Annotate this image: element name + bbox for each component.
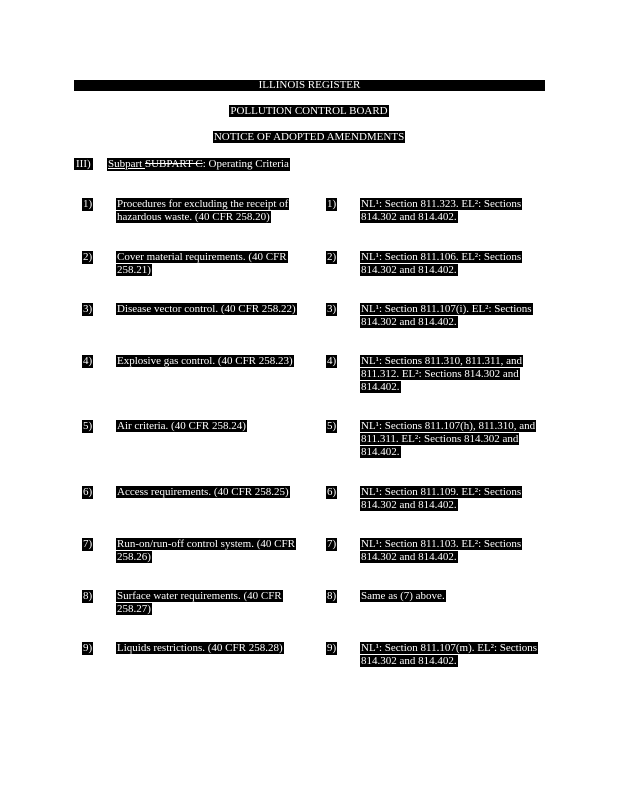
row-description xyxy=(116,642,306,655)
row-number: 6) xyxy=(83,486,93,498)
row-ref-number: 8) xyxy=(327,590,337,602)
subpart-label xyxy=(107,158,290,171)
row-reference-text: NL¹: Section 811.109. EL²: Sections 814.302 and 814.402. xyxy=(361,486,522,511)
row-reference xyxy=(360,642,542,668)
row-reference-text: NL¹: Section 811.106. EL²: Sections 814.302 and 814.402. xyxy=(361,251,522,276)
row-description xyxy=(116,355,306,368)
row-reference-text: NL¹: Section 811.323. EL²: Sections 814.302 and 814.402. xyxy=(361,198,522,223)
row-description xyxy=(116,251,306,277)
row-ref-number: 4) xyxy=(327,355,337,367)
row-reference-text: NL¹: Section 811.103. EL²: Sections 814.302 and 814.402. xyxy=(361,538,522,563)
register-title: ILLINOIS REGISTER xyxy=(258,79,361,91)
row-reference xyxy=(360,303,542,329)
row-reference xyxy=(360,251,542,277)
row-reference-text: Same as (7) above. xyxy=(361,590,445,602)
notice-title: NOTICE OF ADOPTED AMENDMENTS xyxy=(213,131,405,143)
row-reference xyxy=(360,486,542,512)
row-reference xyxy=(360,538,542,564)
row-reference-text: NL¹: Section 811.107(m). EL²: Sections 814.302 and 814.402. xyxy=(361,642,538,667)
row-number: 9) xyxy=(83,642,93,654)
row-description-text: Access requirements. (40 CFR 258.25) xyxy=(117,486,289,498)
subpart-label-struck: SUBPART C xyxy=(144,158,203,170)
row-description-text: Explosive gas control. (40 CFR 258.23) xyxy=(117,355,293,367)
subpart-number: III) xyxy=(76,158,91,170)
row-description-text: Liquids restrictions. (40 CFR 258.28) xyxy=(117,642,283,654)
notice-title-line xyxy=(0,131,618,143)
row-ref-number: 1) xyxy=(327,198,337,210)
row-ref-number: 7) xyxy=(327,538,337,550)
row-description-text: Air criteria. (40 CFR 258.24) xyxy=(117,420,246,432)
row-number: 1) xyxy=(83,198,93,210)
row-ref-number: 3) xyxy=(327,303,337,315)
row-number: 4) xyxy=(83,355,93,367)
row-description xyxy=(116,198,306,224)
row-number: 2) xyxy=(83,251,93,263)
row-reference xyxy=(360,355,542,394)
row-description xyxy=(116,590,306,616)
row-ref-number: 6) xyxy=(327,486,337,498)
row-description xyxy=(116,538,306,564)
row-reference xyxy=(360,420,542,459)
row-number: 3) xyxy=(83,303,93,315)
row-reference xyxy=(360,198,542,224)
row-description-text: Run-on/run-off control system. (40 CFR 258.26) xyxy=(117,538,295,563)
row-reference-text: NL¹: Sections 811.107(h), 811.310, and 811.311. EL²: Sections 814.302 and 814.402. xyxy=(361,420,536,458)
row-reference xyxy=(360,590,542,603)
row-description-text: Surface water requirements. (40 CFR 258.27) xyxy=(117,590,282,615)
row-description-text: Disease vector control. (40 CFR 258.22) xyxy=(117,303,296,315)
board-title-line xyxy=(0,105,618,117)
row-ref-number: 9) xyxy=(327,642,337,654)
subpart-heading xyxy=(74,158,289,171)
subpart-label-rest: : Operating Criteria xyxy=(202,158,289,170)
row-description xyxy=(116,303,306,316)
row-reference-text: NL¹: Section 811.107(i). EL²: Sections 814.302 and 814.402. xyxy=(361,303,532,328)
subpart-label-prefix: Subpart xyxy=(108,158,145,170)
register-header xyxy=(74,80,545,91)
row-number: 8) xyxy=(83,590,93,602)
row-description xyxy=(116,420,306,433)
row-reference-text: NL¹: Sections 811.310, 811.311, and 811.312. EL²: Sections 814.302 and 814.402. xyxy=(361,355,522,393)
row-number: 5) xyxy=(83,420,93,432)
row-description-text: Procedures for excluding the receipt of hazardous waste. (40 CFR 258.20) xyxy=(117,198,289,223)
row-ref-number: 5) xyxy=(327,420,337,432)
row-description xyxy=(116,486,306,499)
row-ref-number: 2) xyxy=(327,251,337,263)
row-number: 7) xyxy=(83,538,93,550)
board-title: POLLUTION CONTROL BOARD xyxy=(230,105,388,117)
row-description-text: Cover material requirements. (40 CFR 258.21) xyxy=(117,251,287,276)
